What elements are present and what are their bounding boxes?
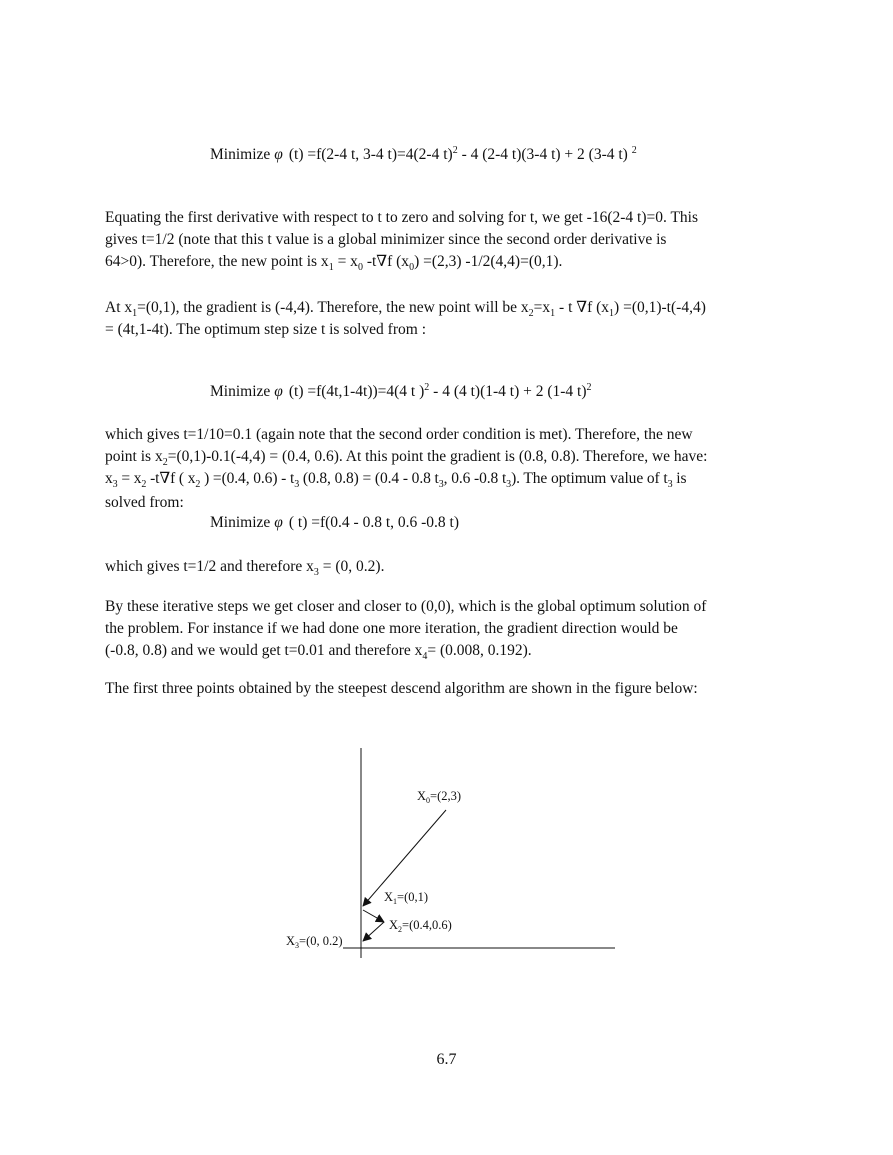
- text-line: [105, 446, 795, 468]
- eq1-part-b: - 4 (2-4 t)(3-4 t) + 2 (3-4 t): [457, 146, 632, 163]
- arrow-x1-to-x2: [363, 910, 384, 922]
- text-span: = x: [117, 470, 142, 487]
- text-span: is: [672, 470, 687, 487]
- subscript: 2: [528, 308, 534, 320]
- subscript: 3: [667, 479, 673, 491]
- text-line: [105, 640, 795, 662]
- text-span: = (0, 0.2).: [318, 558, 385, 575]
- minimize-label: Minimize: [210, 383, 271, 400]
- eq3-part-a: ( t) =f(0.4 - 0.8 t, 0.6 -0.8 t): [288, 514, 460, 531]
- text-span: ) =(2,3) -1/2(4,4)=(0,1).: [414, 253, 563, 270]
- superscript: 2: [586, 381, 592, 393]
- text-span: =(0,1)-0.1(-4,4) = (0.4, 0.6). At this point the gradient is (0.8, 0.8). Therefore, we have:: [167, 448, 708, 465]
- equation-2: [210, 381, 592, 403]
- superscript: 2: [631, 144, 637, 156]
- text-span: ) =(0,1)-t(-4,4): [614, 299, 706, 316]
- text-line: solved from:: [105, 494, 184, 511]
- text-line: The first three points obtained by the steepest descend algorithm are shown in the figure below:: [105, 680, 698, 697]
- text-line: [105, 556, 795, 578]
- eq1-part-a: (t) =f(2-4 t, 3-4 t)=4(2-4 t): [288, 146, 453, 163]
- text-span: -t∇f (x: [362, 253, 410, 270]
- text-span: ). The optimum value of t: [511, 470, 668, 487]
- text-line: Equating the first derivative with respect to t to zero and solving for t, we get -16(2-4 t)=0. This: [105, 209, 699, 226]
- text-span: = x: [333, 253, 358, 270]
- text-span: (0.8, 0.8) = (0.4 - 0.8 t: [299, 470, 439, 487]
- text-line: gives t=1/2 (note that this t value is a global minimizer since the second order derivative is: [105, 231, 667, 248]
- subscript: 1: [132, 308, 138, 320]
- minimize-label: Minimize: [210, 514, 271, 531]
- subscript: 3: [313, 567, 319, 579]
- text-span: = (0.008, 0.192).: [427, 642, 532, 659]
- text-line: which gives t=1/10=0.1 (again note that the second order condition is met). Therefore, the new: [105, 426, 693, 443]
- text-span: =x: [533, 299, 551, 316]
- label-x1: $X_1=(0,1)$: [384, 890, 429, 906]
- text-line: the problem. For instance if we had done one more iteration, the gradient direction would be: [105, 620, 678, 637]
- text-span: x: [105, 470, 113, 487]
- subscript: 0: [409, 262, 415, 274]
- label-x0: $X_0=(2,3)$: [417, 789, 462, 805]
- minimize-label: Minimize: [210, 146, 271, 163]
- subscript: 2: [141, 479, 147, 491]
- subscript: 1: [550, 308, 556, 320]
- subscript: 2: [162, 457, 168, 469]
- phi-symbol: φ: [274, 514, 283, 531]
- arrow-x2-to-x3: [363, 922, 384, 941]
- subscript: 1: [609, 308, 615, 320]
- page-number: 6.7: [436, 1051, 457, 1068]
- eq2-part-a: (t) =f(4t,1-4t))=4(4 t ): [288, 383, 425, 400]
- text-span: which gives t=1/2 and therefore x: [105, 558, 314, 575]
- eq2-part-b: - 4 (4 t)(1-4 t) + 2 (1-4 t): [429, 383, 587, 400]
- subscript: 0: [357, 262, 363, 274]
- text-span: -t∇f ( x: [146, 470, 196, 487]
- text-span: , 0.6 -0.8 t: [443, 470, 507, 487]
- subscript: 2: [195, 479, 201, 491]
- superscript: 2: [452, 144, 458, 156]
- text-span: 64>0). Therefore, the new point is x: [105, 253, 329, 270]
- subscript: 3: [294, 479, 300, 491]
- text-line: [105, 251, 795, 273]
- steepest-descent-figure: [270, 740, 630, 970]
- text-line: [105, 297, 795, 319]
- phi-symbol: φ: [274, 383, 283, 400]
- label-x3: $X_3=(0$, 0.2): [286, 934, 343, 950]
- text-span: - t ∇f (x: [555, 299, 610, 316]
- subscript: 4: [422, 651, 428, 663]
- text-line: By these iterative steps we get closer and closer to (0,0), which is the global optimum solution of: [105, 598, 707, 615]
- subscript: 3: [506, 479, 512, 491]
- paragraph-second-iteration: [105, 424, 795, 514]
- text-line: [105, 468, 795, 490]
- phi-symbol: φ: [274, 146, 283, 163]
- equation-1: [210, 144, 637, 166]
- text-span: (-0.8, 0.8) and we would get t=0.01 and therefore x: [105, 642, 423, 659]
- paragraph-x3-result: [105, 556, 795, 578]
- text-span: =(0,1), the gradient is (-4,4). Therefore, the new point will be x: [137, 299, 529, 316]
- paragraph-figure-intro: [105, 678, 795, 700]
- text-span: ) =(0.4, 0.6) - t: [200, 470, 295, 487]
- subscript: 1: [328, 262, 334, 274]
- equation-3: [210, 512, 459, 534]
- text-line: = (4t,1-4t). The optimum step size t is solved from :: [105, 321, 426, 338]
- subscript: 3: [112, 479, 118, 491]
- text-span: point is x: [105, 448, 163, 465]
- subscript: 3: [438, 479, 444, 491]
- superscript: 2: [424, 381, 430, 393]
- paragraph-derivative: [105, 207, 795, 273]
- label-x2: $X_2=(0.4,0.6)$: [389, 918, 452, 934]
- paragraph-convergence: [105, 596, 795, 662]
- paragraph-gradient: [105, 297, 795, 341]
- text-span: At x: [105, 299, 133, 316]
